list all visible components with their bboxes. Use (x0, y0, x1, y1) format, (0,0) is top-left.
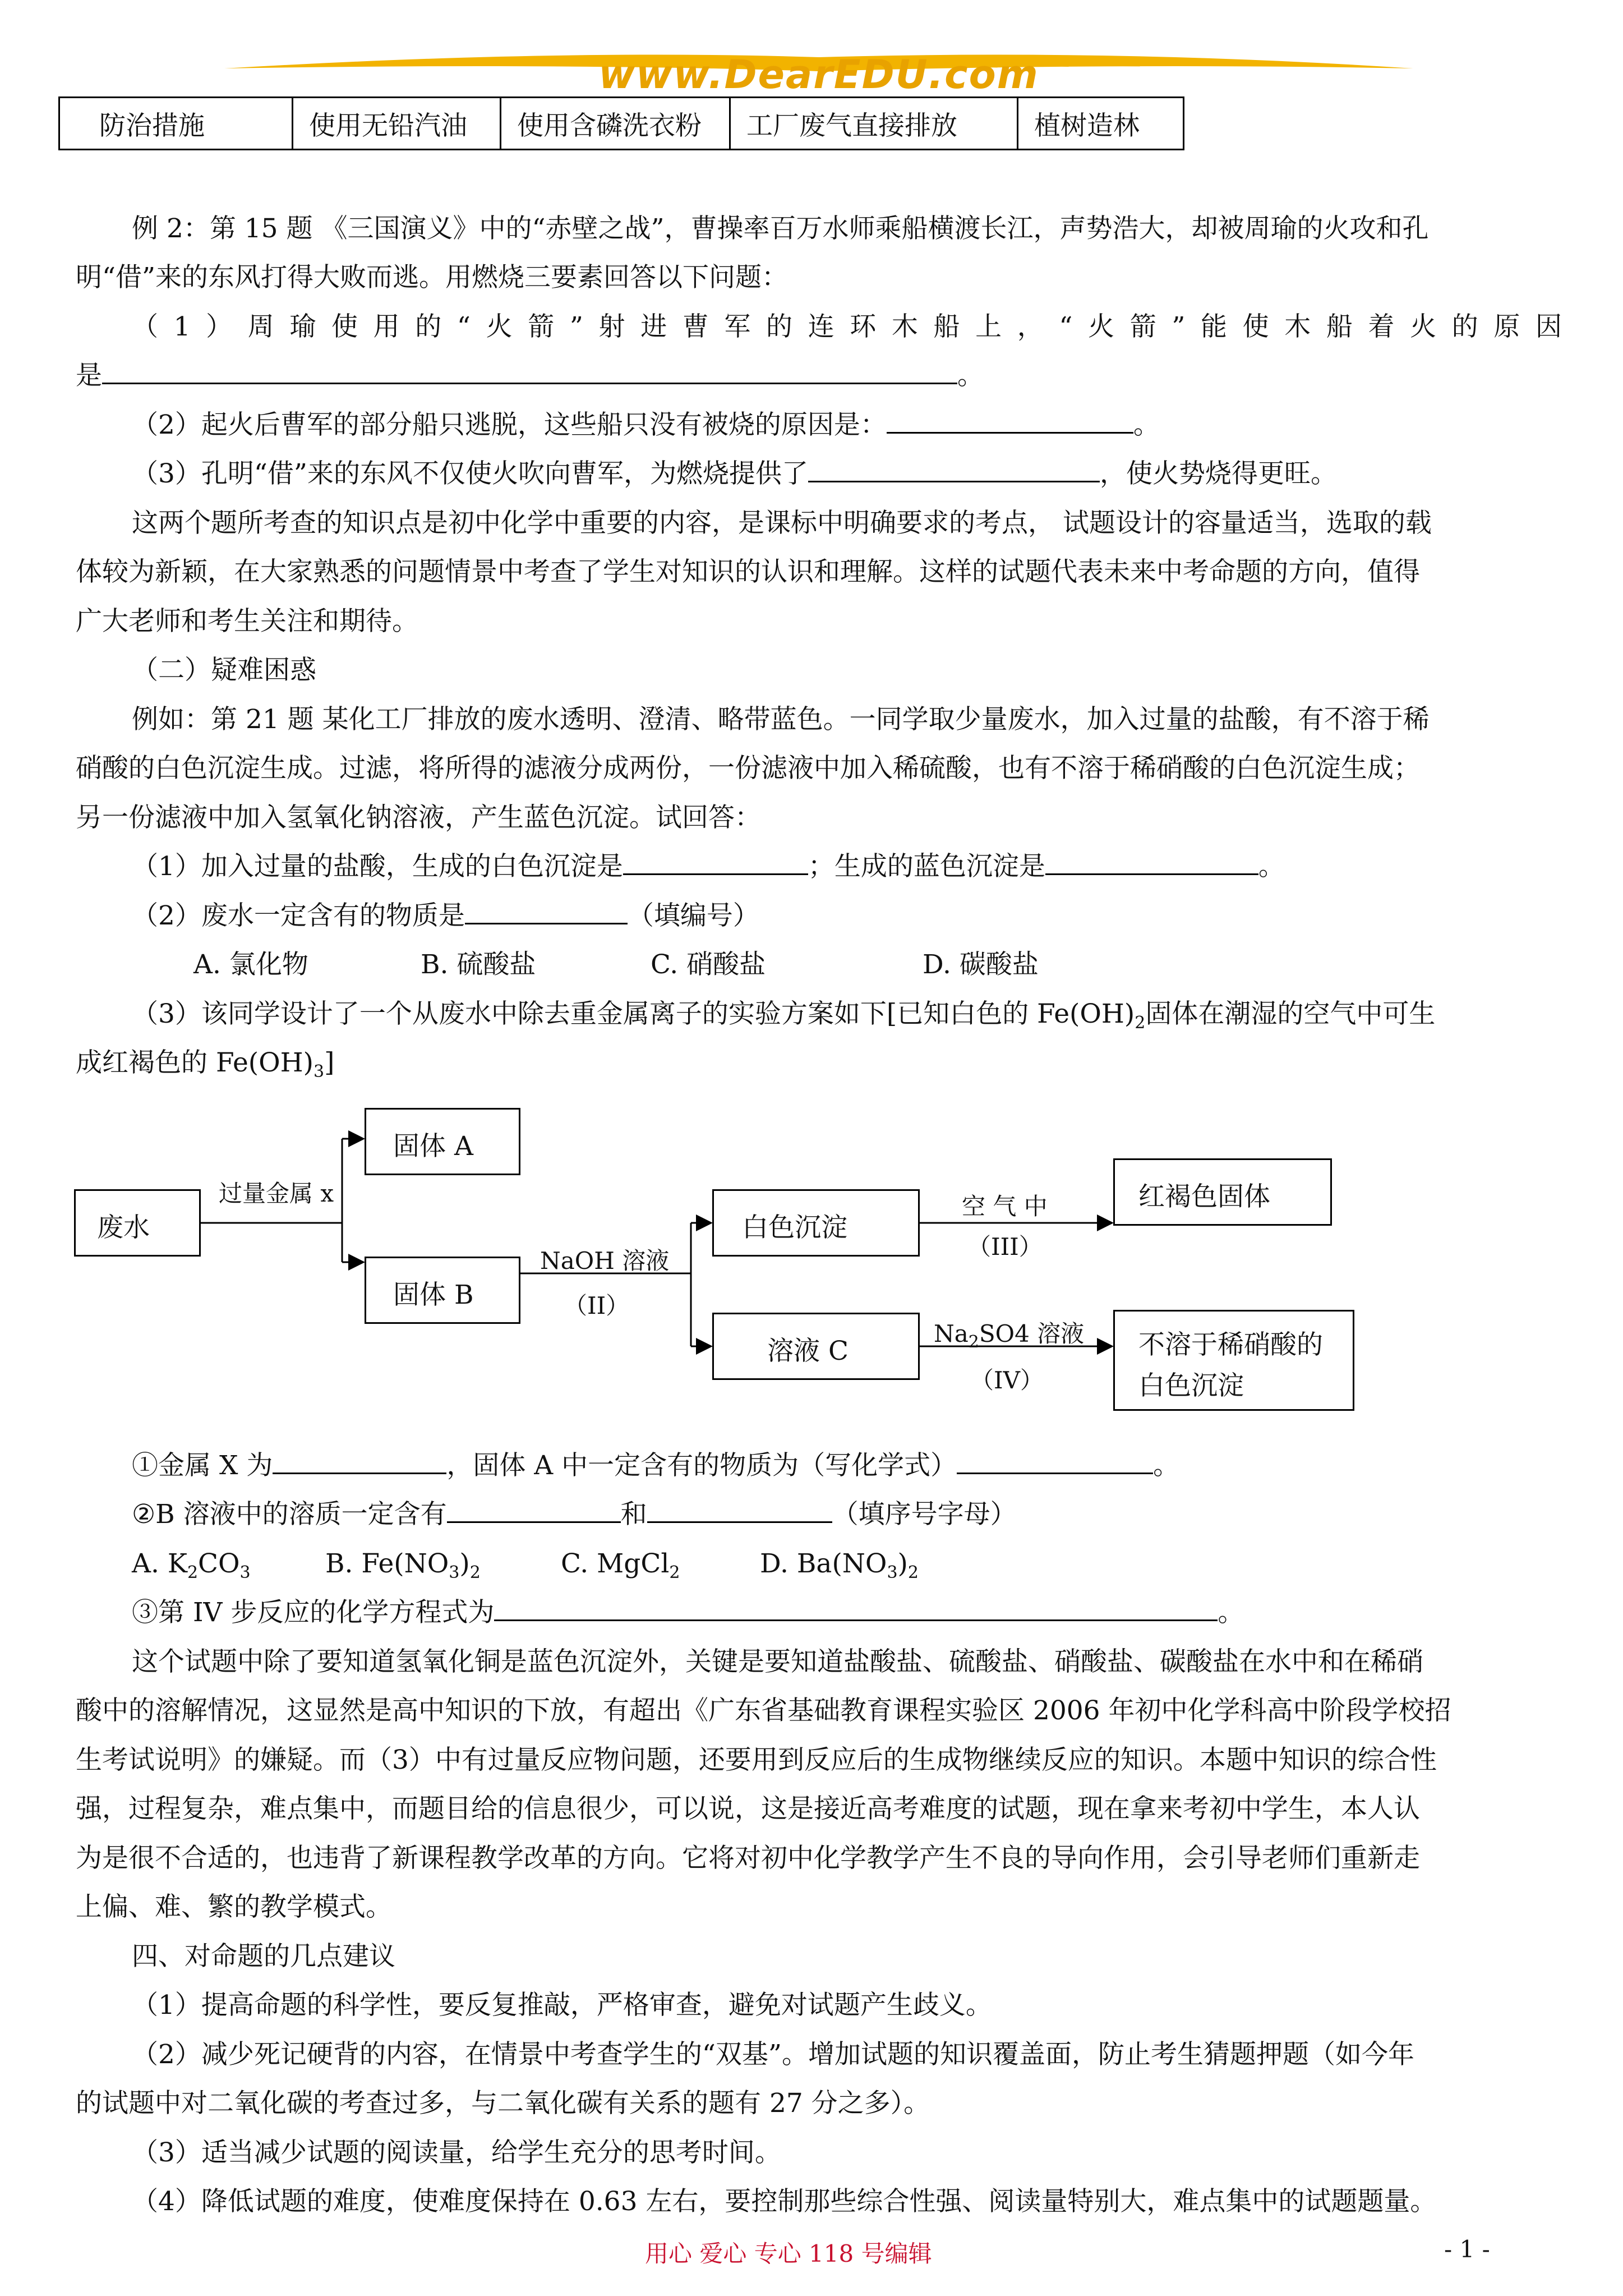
table-cell: 防治措施 (59, 98, 293, 150)
text-fragment: 。 (957, 360, 984, 391)
text-line: 另一份滤液中加入氢氧化钠溶液，产生蓝色沉淀。试回答： (76, 802, 761, 833)
box-label: 固体 A (393, 1131, 473, 1162)
option (325, 1547, 481, 1590)
text-fragment: ) (897, 1548, 908, 1579)
text-line: 为是很不合适的，也违背了新课程教学改革的方向。它将对初中化学教学产生不良的导向作用，会引导老师们重新走 (76, 1843, 1420, 1874)
text-fragment: C. MgCl (561, 1548, 670, 1579)
box-label: 白色沉淀 (1138, 1370, 1244, 1401)
box-solid-b (365, 1257, 520, 1324)
text-fragment: ；生成的蓝色沉淀是 (808, 851, 1045, 882)
option: D. 碳酸盐 (923, 949, 1039, 980)
section-heading: 四、对命题的几点建议 (132, 1941, 395, 1972)
footer-slogan: 用心 爱心 专心 118 号编辑 (645, 2240, 932, 2267)
text-line: 体较为新颖，在大家熟悉的问题情景中考查了学生对知识的认识和理解。这样的试题代表未来中考命题的方向，值得 (76, 556, 1420, 587)
option: B. 硫酸盐 (421, 949, 536, 980)
text-fragment: 。 (1258, 851, 1285, 882)
text-fragment: 是 (76, 360, 102, 391)
box-label: 溶液 C (767, 1336, 849, 1366)
text-fragment: （填序号字母） (832, 1499, 1017, 1530)
text-line: 这两个题所考查的知识点是初中化学中重要的内容，是课标中明确要求的考点， 试题设计的容量适当，选取的载 (132, 508, 1432, 539)
subscript: 2 (469, 1563, 481, 1582)
text-fragment: （3）该同学设计了一个从废水中除去重金属离子的实验方案如下[已知白色的 Fe(OH) (132, 999, 1135, 1029)
text-line: 硝酸的白色沉淀生成。过滤，将所得的滤液分成两份，一份滤液中加入稀硫酸，也有不溶于稀硝酸的白色沉淀生成； (76, 753, 1420, 784)
text-fragment: （2）废水一定含有的物质是 (132, 900, 465, 931)
text-line: 酸中的溶解情况，这显然是高中知识的下放，有超出《广东省基础教育课程实验区 2006 年初中化学科高中阶段学校招 (76, 1695, 1451, 1726)
subscript: 2 (187, 1563, 199, 1582)
text-fragment: B. Fe(NO (325, 1548, 449, 1579)
answer-blank[interactable] (494, 1597, 1218, 1621)
text-fragment: 成红褐色的 Fe(OH) (76, 1047, 313, 1078)
box-solution-c (712, 1313, 920, 1380)
logo-text: www.DearEDU.com (598, 52, 1039, 98)
box-label: 固体 B (393, 1280, 474, 1310)
text-fragment: 。 (1153, 1450, 1180, 1481)
text-fragment: ] (324, 1047, 335, 1078)
text-fragment: ②B 溶液中的溶质一定含有 (132, 1499, 447, 1530)
answer-blank[interactable] (647, 1499, 832, 1523)
box-label: 白色沉淀 (742, 1212, 847, 1243)
box-white-precipitate (712, 1189, 920, 1257)
table-cell: 使用无铅汽油 (293, 98, 501, 150)
table-cell: 使用含磷洗衣粉 (501, 98, 730, 150)
option (561, 1547, 680, 1590)
text-fragment: Na (934, 1320, 969, 1347)
text-line: 例 2：第 15 题 《三国演义》中的“赤壁之战”，曹操率百万水师乘船横渡长江，声势浩大，却被周瑜的火攻和孔 (132, 213, 1429, 244)
box-waste (74, 1189, 201, 1257)
arrow-label: 过量金属 x (219, 1180, 334, 1207)
text-fragment: 和 (620, 1499, 647, 1530)
text-line: 强，过程复杂，难点集中，而题目给的信息很少，可以说，这是接近高考难度的试题，现在拿来考初中学生，本人认 (76, 1793, 1420, 1824)
box-solid-a (365, 1108, 520, 1175)
text-fragment: CO (198, 1548, 240, 1579)
answer-blank[interactable] (447, 1499, 621, 1523)
text-line: （1）提高命题的科学性，要反复推敲，严格审查，避免对试题产生歧义。 (132, 1990, 992, 2021)
text-fragment: ，固体 A 中一定含有的物质为（写化学式） (446, 1450, 957, 1481)
subscript: 2 (669, 1563, 680, 1582)
box-label: 不溶于稀硝酸的 (1138, 1329, 1323, 1360)
text-line: 例如：第 21 题 某化工厂排放的废水透明、澄清、略带蓝色。一同学取少量废水，加入过量的盐酸，有不溶于稀 (132, 704, 1430, 735)
text-line: 明“借”来的东风打得大败而逃。用燃烧三要素回答以下问题： (76, 262, 789, 293)
box-label: 红褐色固体 (1138, 1181, 1270, 1212)
table-cell: 植树造林 (1018, 98, 1184, 150)
subscript: 3 (313, 1062, 325, 1082)
box-red-brown-solid (1113, 1158, 1332, 1226)
subscript: 2 (968, 1332, 979, 1352)
table-cell: 工厂废气直接排放 (730, 98, 1018, 150)
arrow-label: （IV） (970, 1366, 1044, 1394)
subscript: 3 (449, 1563, 460, 1582)
text-fragment: A. K (132, 1548, 187, 1579)
text-line: （4）降低试题的难度，使难度保持在 0.63 左右，要控制那些综合性强、阅读量特别大，难点集中的试题题量。 (132, 2186, 1437, 2217)
answer-blank[interactable] (273, 1450, 446, 1474)
text-fragment: ①金属 X 为 (132, 1450, 273, 1481)
subscript: 3 (239, 1563, 251, 1582)
arrow-label: 空 气 中 (962, 1193, 1048, 1220)
text-fragment: ③第 IV 步反应的化学方程式为 (132, 1597, 495, 1628)
text-fragment: （填编号） (627, 900, 759, 931)
text-fragment: （2）起火后曹军的部分船只逃脱，这些船只没有被烧的原因是： (132, 409, 887, 440)
arrow-label: （II） (564, 1292, 630, 1319)
subscript: 2 (1135, 1013, 1146, 1033)
section-heading: （二）疑难困惑 (132, 655, 316, 685)
text-line: 的试题中对二氧化碳的考查过多，与二氧化碳有关系的题有 27 分之多）。 (76, 2088, 930, 2119)
text-line: 广大老师和考生关注和期待。 (76, 606, 418, 637)
text-fragment: SO4 溶液 (979, 1320, 1085, 1347)
box-insoluble-precipitate (1113, 1310, 1354, 1411)
option: C. 硝酸盐 (651, 949, 766, 980)
text-line: （3）适当减少试题的阅读量，给学生充分的思考时间。 (132, 2137, 781, 2168)
subscript: 3 (887, 1563, 898, 1582)
text-fragment: D. Ba(NO (760, 1548, 887, 1579)
text-fragment: ，使火势烧得更旺。 (1099, 458, 1337, 489)
subscript: 2 (907, 1563, 919, 1582)
text-line: （2）减少死记硬背的内容，在情景中考查学生的“双基”。增加试题的知识覆盖面，防止考生猜题押题（如今年 (132, 2039, 1414, 2070)
text-line: 生考试说明》的嫌疑。而（3）中有过量反应物问题，还要用到反应后的生成物继续反应的知识。本题中知识的综合性 (76, 1745, 1437, 1775)
text-line (132, 1498, 1017, 1531)
page-number: - 1 - (1444, 2235, 1490, 2263)
text-fragment: 。 (1218, 1597, 1244, 1628)
option (760, 1547, 919, 1590)
arrow-label: NaOH 溶液 (540, 1247, 670, 1274)
text-line (132, 1596, 1244, 1630)
text-fragment: ) (459, 1548, 470, 1579)
text-fragment: 固体在潮湿的空气中可生 (1145, 999, 1436, 1029)
text-line: 这个试题中除了要知道氢氧化铜是蓝色沉淀外，关键是要知道盐酸盐、硫酸盐、硝酸盐、碳酸盐在水中和在稀硝 (132, 1646, 1423, 1677)
text-fragment: （3）孔明“借”来的东风不仅使火吹向曹军，为燃烧提供了 (132, 458, 808, 489)
option: A. 氯化物 (193, 949, 308, 980)
text-line: 上偏、难、繁的教学模式。 (76, 1892, 392, 1922)
answer-blank[interactable] (957, 1450, 1153, 1474)
text-fragment: （1）加入过量的盐酸，生成的白色沉淀是 (132, 851, 623, 882)
arrow-label: （III） (967, 1233, 1043, 1260)
arrow-label (934, 1315, 1084, 1352)
text-fragment: 。 (1133, 409, 1160, 440)
box-label: 废水 (97, 1212, 150, 1243)
text-line (132, 1449, 1179, 1483)
option (132, 1547, 251, 1590)
text-line: （1）周瑜使用的“火箭”射进曹军的连环木船上，“火箭”能使木船着火的原因 (132, 311, 1562, 342)
